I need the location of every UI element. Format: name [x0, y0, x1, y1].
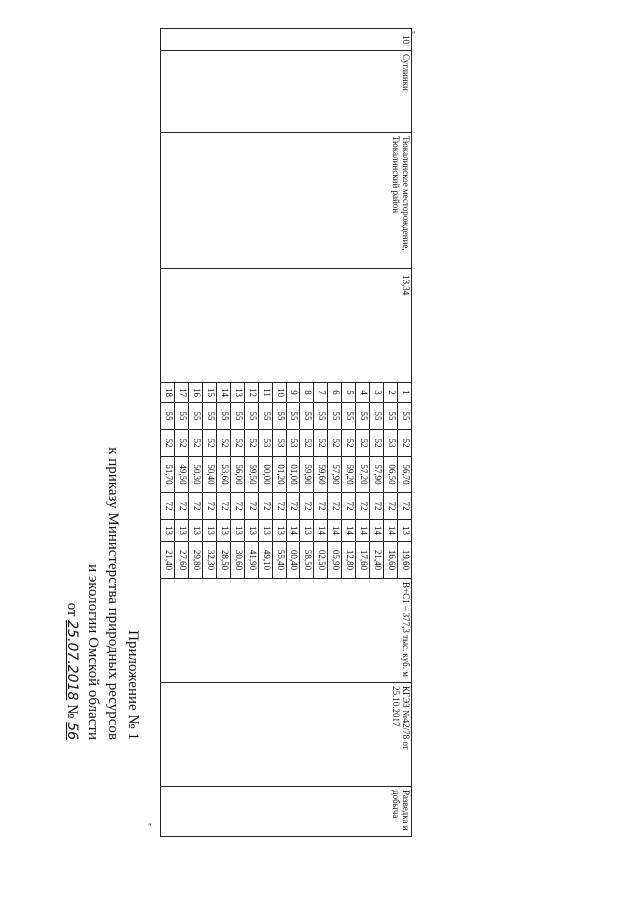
- license-table: [160, 28, 412, 837]
- coord-cell: 13: [175, 520, 189, 542]
- coord-cell: 55,40: [272, 542, 286, 579]
- coord-cell: 6: [328, 383, 342, 403]
- coord-cell: 12: [244, 383, 258, 403]
- coord-cell: 14: [370, 520, 384, 542]
- coord-cell: 72: [272, 493, 286, 520]
- coord-cell: 3: [370, 383, 384, 403]
- coord-cell: 72: [230, 493, 244, 520]
- coord-cell: 52: [356, 430, 370, 457]
- coord-cell: 52: [370, 430, 384, 457]
- number-prefix: №: [64, 704, 80, 719]
- coord-cell: 55: [230, 403, 244, 430]
- coord-cell: 72: [216, 493, 230, 520]
- coord-cell: 7: [314, 383, 328, 403]
- coord-cell: 72: [356, 493, 370, 520]
- coord-cell: 30,60: [230, 542, 244, 579]
- coord-cell: 16: [189, 383, 203, 403]
- reserves-value: В+С1 – 377,3 тыс. куб. м: [161, 579, 412, 683]
- coord-cell: 55: [286, 403, 300, 430]
- coord-cell: 14: [314, 520, 328, 542]
- coord-cell: 55: [216, 403, 230, 430]
- coord-cell: 14: [286, 520, 300, 542]
- coord-cell: 13: [216, 520, 230, 542]
- coord-cell: 49,10: [258, 542, 272, 579]
- coord-cell: 16,60: [384, 542, 398, 579]
- table-row: [398, 29, 412, 837]
- mineral-name: Суглинки: [161, 51, 412, 133]
- coord-cell: 13: [230, 383, 244, 403]
- coord-cell: 4: [356, 383, 370, 403]
- appendix-title: Приложение № 1: [125, 630, 141, 740]
- coord-cell: 14: [216, 383, 230, 403]
- coord-cell: 52: [202, 430, 216, 457]
- appendix-header: [10, 0, 160, 905]
- coord-cell: 27,60: [175, 542, 189, 579]
- coord-cell: 53: [384, 430, 398, 457]
- coord-cell: 52: [189, 430, 203, 457]
- order-date: 25.07.2018: [64, 620, 80, 701]
- coord-cell: 55: [356, 403, 370, 430]
- coord-cell: 52: [342, 430, 356, 457]
- coord-cell: 52: [244, 430, 258, 457]
- coord-cell: 29,80: [189, 542, 203, 579]
- coord-cell: 57,90: [370, 457, 384, 493]
- date-prefix: от: [64, 602, 80, 617]
- coord-cell: 13: [202, 520, 216, 542]
- license-table-rotated: [160, 28, 412, 836]
- coord-cell: 13: [244, 520, 258, 542]
- quote-mark-top: ": [412, 30, 416, 40]
- coord-cell: 13: [300, 520, 314, 542]
- coord-cell: 59,50: [244, 457, 258, 493]
- coord-cell: 56,00: [230, 457, 244, 493]
- coord-cell: 10: [272, 383, 286, 403]
- deposit-name: Тюкалинское месторождение, Тюкалинский район: [161, 133, 412, 269]
- order-number: 56: [64, 722, 80, 740]
- coord-cell: 52: [314, 430, 328, 457]
- coord-cell: 55: [314, 403, 328, 430]
- coord-cell: 5: [342, 383, 356, 403]
- coord-cell: 72: [398, 493, 412, 520]
- coord-cell: 55: [161, 403, 175, 430]
- coord-cell: 72: [300, 493, 314, 520]
- coord-cell: 00,00: [258, 457, 272, 493]
- coord-cell: 59,60: [314, 457, 328, 493]
- coord-cell: 55: [202, 403, 216, 430]
- coord-cell: 18: [161, 383, 175, 403]
- coord-cell: 52: [230, 430, 244, 457]
- quote-mark-bottom: ": [148, 822, 152, 832]
- coord-cell: 41,90: [244, 542, 258, 579]
- coord-cell: 72: [314, 493, 328, 520]
- coord-cell: 8: [300, 383, 314, 403]
- coord-cell: 55: [258, 403, 272, 430]
- coord-cell: 50,40: [202, 457, 216, 493]
- coord-cell: 14: [342, 520, 356, 542]
- coord-cell: 13: [230, 520, 244, 542]
- coord-cell: 52: [175, 430, 189, 457]
- coord-cell: 53: [286, 430, 300, 457]
- coord-cell: 52: [398, 430, 412, 457]
- coord-cell: 02,50: [314, 542, 328, 579]
- coord-cell: 55: [175, 403, 189, 430]
- coord-cell: 12,80: [342, 542, 356, 579]
- coord-cell: 51,70: [161, 457, 175, 493]
- coord-cell: 55: [272, 403, 286, 430]
- coord-cell: 00,40: [286, 542, 300, 579]
- coord-cell: 14: [356, 520, 370, 542]
- coord-cell: 13: [272, 520, 286, 542]
- coord-cell: 52: [328, 430, 342, 457]
- coord-cell: 53: [272, 430, 286, 457]
- coord-cell: 55: [328, 403, 342, 430]
- area-value: 13,34: [161, 269, 412, 383]
- coord-cell: 57,20: [356, 457, 370, 493]
- coord-cell: 55: [342, 403, 356, 430]
- coord-cell: 9: [286, 383, 300, 403]
- coord-cell: 21,40: [161, 542, 175, 579]
- coord-cell: 50,30: [189, 457, 203, 493]
- coord-cell: 72: [189, 493, 203, 520]
- coord-cell: 52: [300, 430, 314, 457]
- coord-cell: 28,50: [216, 542, 230, 579]
- protocol-ref: КГЭЗ №42/78 от 25.10.2017: [161, 683, 412, 787]
- coord-cell: 72: [286, 493, 300, 520]
- coord-cell: 13: [258, 520, 272, 542]
- coord-cell: 14: [328, 520, 342, 542]
- coord-cell: 55: [244, 403, 258, 430]
- order-reference: к приказу Министерства природных ресурсов: [105, 447, 121, 740]
- coord-cell: 52: [216, 430, 230, 457]
- coord-cell: 52: [161, 430, 175, 457]
- coord-cell: 72: [161, 493, 175, 520]
- ministry-region: и экологии Омской области: [85, 564, 101, 740]
- coord-cell: 17: [175, 383, 189, 403]
- coord-cell: 49,50: [175, 457, 189, 493]
- coord-cell: 17,60: [356, 542, 370, 579]
- coord-cell: 13: [189, 520, 203, 542]
- coord-cell: 53: [258, 430, 272, 457]
- coord-cell: 1: [398, 383, 412, 403]
- coord-cell: 11: [258, 383, 272, 403]
- coord-cell: 55: [398, 403, 412, 430]
- coord-cell: 72: [244, 493, 258, 520]
- coord-cell: 13: [398, 520, 412, 542]
- coord-cell: 58,50: [300, 542, 314, 579]
- coord-cell: 55: [189, 403, 203, 430]
- coord-cell: 55: [300, 403, 314, 430]
- coord-cell: 13: [161, 520, 175, 542]
- coord-cell: 72: [202, 493, 216, 520]
- coord-cell: 21,40: [370, 542, 384, 579]
- coord-cell: 06,50: [384, 457, 398, 493]
- coord-cell: 19,60: [398, 542, 412, 579]
- order-date-number: [63, 603, 80, 740]
- coord-cell: 72: [328, 493, 342, 520]
- coord-cell: 01,20: [272, 457, 286, 493]
- purpose-value: Разведка и добыча: [161, 787, 412, 837]
- coord-cell: 59,90: [300, 457, 314, 493]
- coord-cell: 72: [175, 493, 189, 520]
- coord-cell: 32,30: [202, 542, 216, 579]
- coord-cell: 59,20: [342, 457, 356, 493]
- coord-cell: 55: [384, 403, 398, 430]
- coord-cell: 57,90: [328, 457, 342, 493]
- coord-cell: 72: [258, 493, 272, 520]
- row-number: 10: [161, 29, 412, 51]
- coord-cell: 56,70: [398, 457, 412, 493]
- coord-cell: 53,60: [216, 457, 230, 493]
- coord-cell: 72: [384, 493, 398, 520]
- coord-cell: 15: [202, 383, 216, 403]
- coord-cell: 2: [384, 383, 398, 403]
- coord-cell: 72: [342, 493, 356, 520]
- coord-cell: 55: [370, 403, 384, 430]
- coord-cell: 05,90: [328, 542, 342, 579]
- coord-cell: 01,00: [286, 457, 300, 493]
- coord-cell: 72: [370, 493, 384, 520]
- coord-cell: 14: [384, 520, 398, 542]
